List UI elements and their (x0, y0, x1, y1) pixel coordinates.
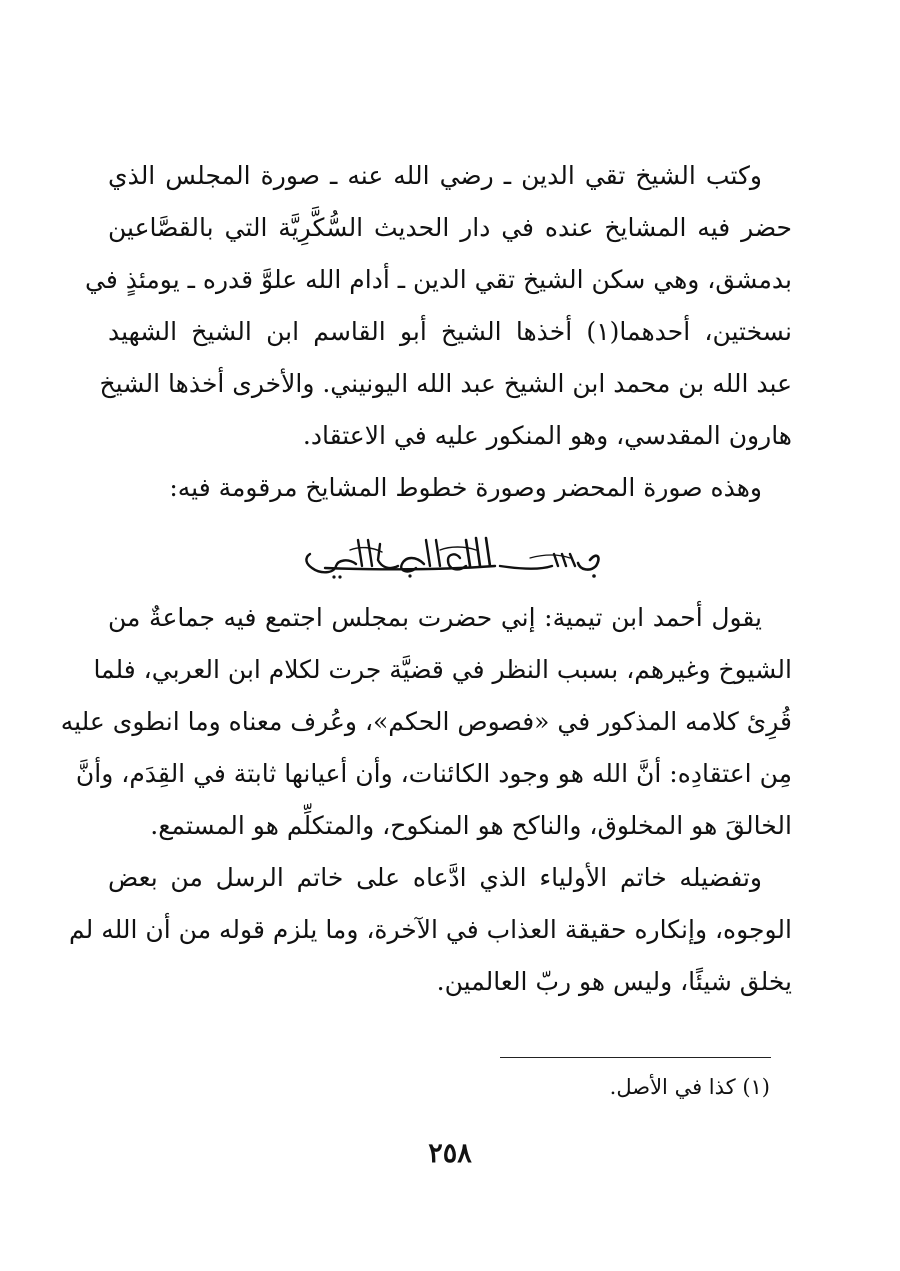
paragraph-3 (60, 592, 792, 852)
footnote-separator (500, 1057, 771, 1058)
text-line: يخلق شيئًا، وليس هو ربّ العالمين. (436, 967, 792, 996)
text-line: بدمشق، وهي سكن الشيخ تقي الدين ـ أدام الله علوَّ قدره ـ يومئذٍ في (84, 265, 792, 294)
text-line: حضر فيه المشايخ عنده في دار الحديث السُّكَّرِيَّة التي بالقصَّاعين (108, 213, 792, 242)
text-line: وتفضيله خاتم الأولياء الذي ادَّعاه على خاتم الرسل من بعض (108, 863, 762, 892)
text-line: قُرِئ كلامه المذكور في «فصوص الحكم»، وعُرف معناه وما انطوى عليه (60, 707, 792, 736)
text-line: نسختين، أحدهما(١) أخذها الشيخ أبو القاسم ابن الشيخ الشهيد (108, 317, 792, 346)
page-number: ٢٥٨ (428, 1138, 472, 1169)
text-line: وهذه صورة المحضر وصورة خطوط المشايخ مرقومة فيه: (169, 473, 762, 502)
basmala-calligraphy (290, 530, 610, 580)
paragraph-4 (69, 852, 792, 1008)
footnote: (١) كذا في الأصل. (609, 1075, 770, 1099)
text-line: عبد الله بن محمد ابن الشيخ عبد الله اليونيني. والأخرى أخذها الشيخ (99, 369, 792, 398)
text-line: الوجوه، وإنكاره حقيقة العذاب في الآخرة، وما يلزم قوله من أن الله لم (69, 915, 792, 944)
text-line: وكتب الشيخ تقي الدين ـ رضي الله عنه ـ صورة المجلس الذي (108, 161, 762, 190)
paragraph-1 (84, 150, 792, 462)
text-line: الشيوخ وغيرهم، بسبب النظر في قضيَّة جرت لكلام ابن العربي، فلما (93, 655, 792, 684)
text-line: مِن اعتقادِه: أنَّ الله هو وجود الكائنات، وأن أعيانها ثابتة في القِدَم، وأنَّ (75, 759, 792, 788)
text-line: يقول أحمد ابن تيمية: إني حضرت بمجلس اجتمع فيه جماعةٌ من (108, 603, 762, 632)
text-line: هارون المقدسي، وهو المنكور عليه في الاعتقاد. (302, 421, 792, 450)
text-line: الخالقَ هو المخلوق، والناكح هو المنكوح، والمتكلِّم هو المستمع. (150, 811, 792, 840)
paragraph-2 (108, 462, 792, 514)
